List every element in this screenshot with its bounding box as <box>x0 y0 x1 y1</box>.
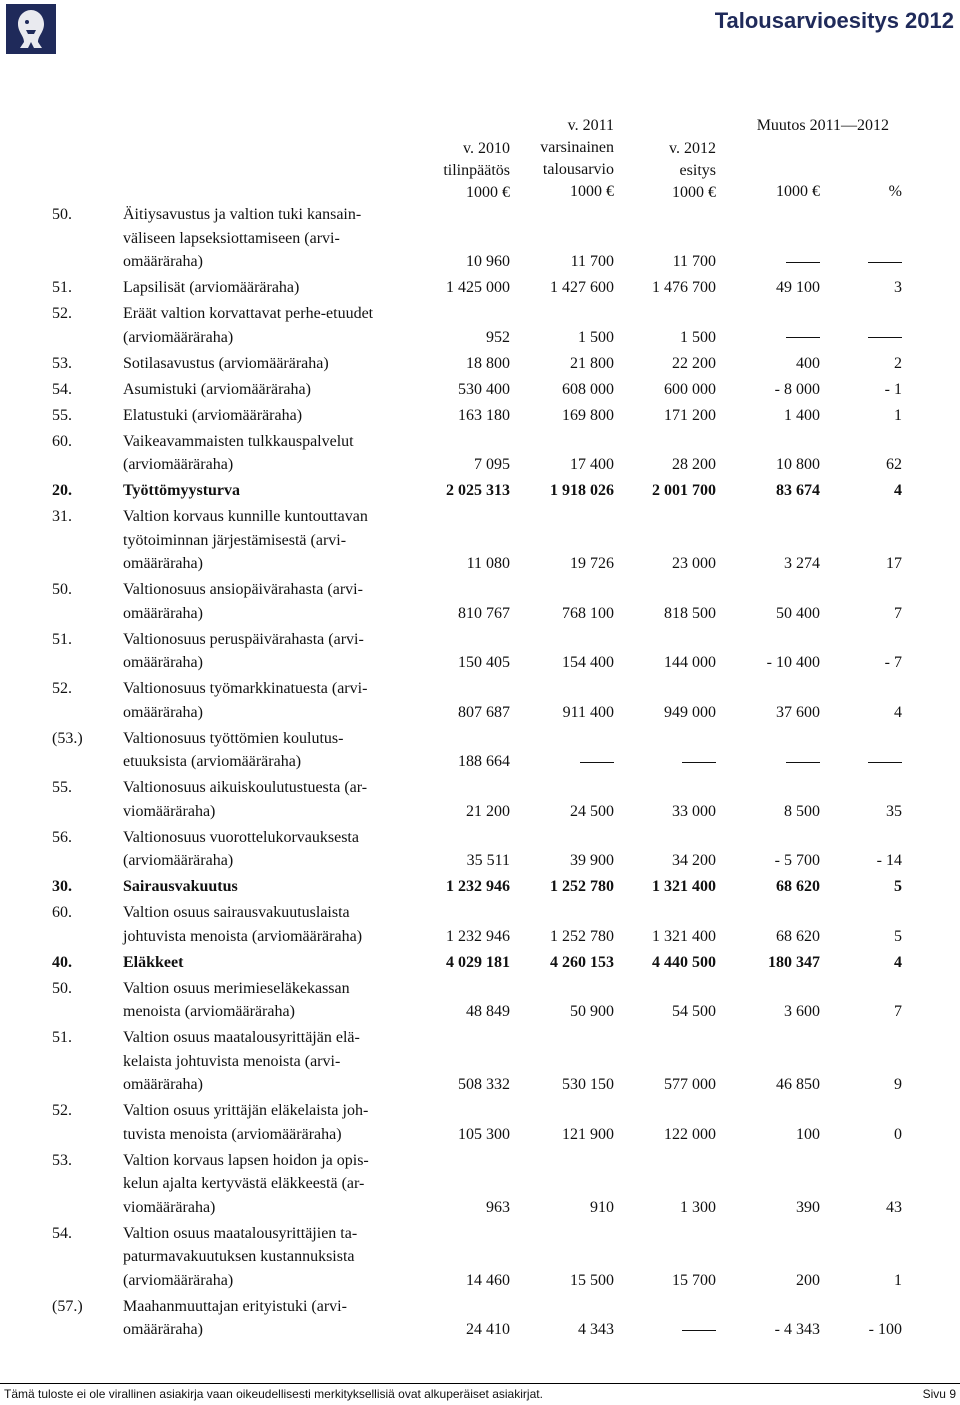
row-value-5: 0 <box>894 1125 902 1143</box>
row-value-4: - 4 343 <box>774 1321 820 1338</box>
row-value-2: 608 000 <box>562 380 614 398</box>
row-value-5: - 14 <box>876 852 902 869</box>
row-value-2: 24 500 <box>570 802 614 820</box>
row-description-line: tuvista menoista (arviomääräraha) <box>123 1125 342 1143</box>
row-value-2: 4 343 <box>578 1321 614 1338</box>
row-description-line: Sotilasavustus (arviomääräraha) <box>123 354 329 372</box>
row-value-5: 43 <box>886 1198 902 1216</box>
row-code: 51. <box>52 630 72 648</box>
row-value-4: 83 674 <box>776 482 820 499</box>
table-row <box>0 404 960 428</box>
row-value-2: 15 500 <box>570 1271 614 1289</box>
row-value-4: - 10 400 <box>766 654 820 671</box>
row-code: 30. <box>52 878 72 895</box>
row-value-2: 17 400 <box>570 456 614 473</box>
row-code: 50. <box>52 206 72 223</box>
table-row <box>0 378 960 402</box>
row-description <box>123 727 423 774</box>
row-description-line: Valtion osuus sairausvakuutuslaista <box>123 904 350 921</box>
row-value-3: 11 700 <box>672 253 716 270</box>
row-value-5: - 7 <box>884 654 902 671</box>
row-code: 51. <box>52 1029 72 1046</box>
col-change-amount-header: 1000 € <box>776 183 820 200</box>
row-value-1: 952 <box>486 328 510 346</box>
row-value-1: 150 405 <box>458 654 510 671</box>
row-value-1: 14 460 <box>466 1271 510 1289</box>
document-title: Talousarvioesitys 2012 <box>714 8 954 33</box>
row-value-2: 1 918 026 <box>550 482 614 499</box>
row-description-line: omääräraha) <box>123 1321 203 1338</box>
row-description-line: Äitiysavustus ja valtion tuki kansain- <box>123 206 362 223</box>
row-value-3: 22 200 <box>672 354 716 372</box>
row-description-line: omääräraha) <box>123 555 203 572</box>
row-value-4: - 5 700 <box>774 852 820 869</box>
row-value-1: 188 664 <box>458 753 510 770</box>
col-change-header: Muutos 2011—2012 <box>756 117 889 134</box>
row-value-2: 21 800 <box>570 354 614 372</box>
row-description <box>123 875 423 899</box>
table-row <box>0 628 960 675</box>
row-value-1: 2 025 313 <box>446 482 510 499</box>
table-row <box>0 578 960 625</box>
row-value-3: 54 500 <box>672 1003 716 1020</box>
row-value-2: 154 400 <box>562 654 614 671</box>
row-value-1: 105 300 <box>458 1125 510 1143</box>
row-value-1: 48 849 <box>466 1003 510 1020</box>
row-value-4: 50 400 <box>776 604 820 622</box>
row-value-1: 24 410 <box>466 1321 510 1338</box>
row-description <box>123 1295 423 1342</box>
row-description-line: Valtionosuus työmarkkinatuesta (arvi- <box>123 680 368 697</box>
row-value-5: 17 <box>886 555 902 572</box>
row-value-3: 4 440 500 <box>652 953 716 971</box>
row-value-1: 21 200 <box>466 802 510 820</box>
row-value-4: 68 620 <box>776 927 820 945</box>
row-description-line: Valtionosuus ansiopäivärahasta (arvi- <box>123 581 363 598</box>
row-value-3: 28 200 <box>672 456 716 473</box>
page-number: Sivu 9 <box>922 1387 956 1401</box>
row-value-1: 11 080 <box>466 555 510 572</box>
row-value-4: - 8 000 <box>774 380 820 398</box>
row-description <box>123 203 423 274</box>
row-description-line: Valtion osuus yrittäjän eläkelaista joh- <box>123 1102 369 1119</box>
row-value-5: 5 <box>894 878 902 895</box>
row-value-4: 49 100 <box>776 279 820 296</box>
row-code: 60. <box>52 904 72 921</box>
row-description-line: omääräraha) <box>123 703 203 721</box>
row-code: 20. <box>52 482 72 499</box>
row-value-1: 810 767 <box>458 604 510 622</box>
row-description-line: omääräraha) <box>123 253 203 270</box>
row-value-2: 1 252 780 <box>550 878 614 895</box>
row-description-line: Valtionosuus peruspäivärahasta (arvi- <box>123 630 364 648</box>
row-value-1: 35 511 <box>466 852 510 869</box>
row-description <box>123 826 423 873</box>
row-value-3: 1 500 <box>680 328 716 346</box>
row-value-5: 3 <box>894 279 902 296</box>
row-value-4: 68 620 <box>776 878 820 895</box>
col-change-percent-header: % <box>888 183 902 200</box>
row-value-1: 963 <box>486 1198 510 1216</box>
row-value-4: 200 <box>796 1271 820 1289</box>
row-description-line: kelaista johtuvista menoista (arvi- <box>123 1052 341 1070</box>
row-code: 54. <box>52 1224 72 1242</box>
row-code: 52. <box>52 305 72 322</box>
row-value-4: 37 600 <box>776 703 820 721</box>
row-description-line: väliseen lapseksiottamiseen (arvi- <box>123 229 340 247</box>
table-row <box>0 977 960 1024</box>
row-description <box>123 977 423 1024</box>
row-value-3: 577 000 <box>664 1076 716 1093</box>
row-value-2: 4 260 153 <box>550 953 614 971</box>
row-description <box>123 352 423 376</box>
row-description <box>123 578 423 625</box>
row-value-5: - 1 <box>884 380 902 398</box>
row-description <box>123 378 423 402</box>
row-description-line: Eläkkeet <box>123 953 184 971</box>
table-row <box>0 302 960 349</box>
row-value-3 <box>682 1318 716 1342</box>
row-description-line: Valtion osuus merimieseläkekassan <box>123 979 350 997</box>
row-value-5: 35 <box>886 802 902 820</box>
row-value-3: 818 500 <box>664 604 716 622</box>
row-description-line: (arviomääräraha) <box>123 456 234 473</box>
row-value-2: 1 500 <box>578 328 614 346</box>
table-row <box>0 727 960 774</box>
row-value-3: 15 700 <box>672 1271 716 1289</box>
row-value-1: 18 800 <box>466 354 510 372</box>
row-value-2: 11 700 <box>570 253 614 270</box>
row-value-5 <box>868 326 902 350</box>
row-description <box>123 628 423 675</box>
row-value-4: 10 800 <box>776 456 820 473</box>
row-description-line: Valtionosuus työttömien koulutus- <box>123 729 344 747</box>
footer-divider <box>0 1383 960 1384</box>
table-row <box>0 479 960 503</box>
row-value-5 <box>868 250 902 274</box>
row-description-line: Valtion korvaus lapsen hoidon ja opis- <box>123 1151 369 1169</box>
row-description-line: Vaikeavammaisten tulkkauspalvelut <box>123 432 354 450</box>
row-value-1: 1 232 946 <box>446 878 510 895</box>
row-description-line: Eräät valtion korvattavat perhe-etuudet <box>123 305 374 322</box>
row-value-5: 4 <box>894 953 902 971</box>
row-code: 50. <box>52 979 72 997</box>
table-row <box>0 505 960 576</box>
dash-mark <box>786 762 820 763</box>
row-description-line: viomääräraha) <box>123 802 216 820</box>
row-value-2: 169 800 <box>562 406 614 424</box>
row-description-line: (arviomääräraha) <box>123 328 234 346</box>
row-code: 53. <box>52 1151 72 1169</box>
row-value-3: 122 000 <box>664 1125 716 1143</box>
row-value-1: 508 332 <box>458 1076 510 1093</box>
row-code: 56. <box>52 828 72 846</box>
row-code: 40. <box>52 953 72 971</box>
row-value-2: 39 900 <box>570 852 614 869</box>
row-code: 31. <box>52 508 72 525</box>
row-code: 52. <box>52 680 72 697</box>
dash-mark <box>580 762 614 763</box>
row-description-line: menoista (arviomääräraha) <box>123 1003 295 1020</box>
row-value-3: 1 300 <box>680 1198 716 1216</box>
row-code: 51. <box>52 279 72 296</box>
row-value-3: 600 000 <box>664 380 716 398</box>
table-row <box>0 1295 960 1342</box>
row-description-line: Maahanmuuttajan erityistuki (arvi- <box>123 1297 347 1315</box>
row-code: 53. <box>52 354 72 372</box>
row-description-line: Valtionosuus vuorottelukorvauksesta <box>123 828 359 846</box>
row-description-line: Valtion osuus maatalousyrittäjien ta- <box>123 1224 358 1242</box>
row-code: 54. <box>52 380 72 398</box>
col-2011-header: v. 2011 varsinainen talousarvio 1000 € <box>540 117 614 200</box>
row-description-line: (arviomääräraha) <box>123 1271 234 1289</box>
row-description <box>123 430 423 477</box>
row-value-3: 23 000 <box>672 555 716 572</box>
row-value-4 <box>786 326 820 350</box>
row-description <box>123 1149 423 1220</box>
row-description-line: Valtionosuus aikuiskoulutustuesta (ar- <box>123 779 368 796</box>
row-description <box>123 1026 423 1097</box>
row-code: 52. <box>52 1102 72 1119</box>
row-description-line: Asumistuki (arviomääräraha) <box>123 380 311 398</box>
table-row <box>0 951 960 975</box>
row-value-3: 144 000 <box>664 654 716 671</box>
row-value-3: 1 476 700 <box>652 279 716 296</box>
row-value-4: 100 <box>796 1125 820 1143</box>
row-value-2 <box>580 750 614 774</box>
row-code: (57.) <box>52 1297 83 1315</box>
table-row <box>0 677 960 724</box>
row-value-5: 62 <box>886 456 902 473</box>
row-value-5: 7 <box>894 604 902 622</box>
row-description-line: etuuksista (arviomääräraha) <box>123 753 302 770</box>
row-value-5: 4 <box>894 482 902 499</box>
row-value-5: 5 <box>894 927 902 945</box>
dash-mark <box>682 762 716 763</box>
row-code: 55. <box>52 779 72 796</box>
row-value-3: 1 321 400 <box>652 878 716 895</box>
dash-mark <box>786 337 820 338</box>
row-value-3: 34 200 <box>672 852 716 869</box>
row-value-3: 171 200 <box>664 406 716 424</box>
row-value-4: 8 500 <box>784 802 820 820</box>
row-description-line: omääräraha) <box>123 654 203 671</box>
row-value-1: 4 029 181 <box>446 953 510 971</box>
row-value-4 <box>786 250 820 274</box>
row-value-4: 180 347 <box>768 953 820 971</box>
table-row <box>0 276 960 300</box>
dash-mark <box>786 262 820 263</box>
row-value-1: 1 232 946 <box>446 927 510 945</box>
row-description <box>123 302 423 349</box>
dash-mark <box>682 1330 716 1331</box>
row-value-2: 530 150 <box>562 1076 614 1093</box>
row-value-4: 46 850 <box>776 1076 820 1093</box>
row-description-line: omääräraha) <box>123 1076 203 1093</box>
table-row <box>0 901 960 948</box>
table-row <box>0 1026 960 1097</box>
row-description-line: Elatustuki (arviomääräraha) <box>123 406 303 424</box>
row-description <box>123 404 423 428</box>
row-value-5 <box>868 750 902 774</box>
col-2012-header: v. 2012 esitys 1000 € <box>669 140 716 201</box>
dash-mark <box>868 262 902 263</box>
row-value-4: 3 600 <box>784 1003 820 1020</box>
row-value-3: 2 001 700 <box>652 482 716 499</box>
row-value-2: 1 252 780 <box>550 927 614 945</box>
row-value-1: 1 425 000 <box>446 279 510 296</box>
row-description-line: paturmavakuutuksen kustannuksista <box>123 1248 355 1265</box>
row-description <box>123 479 423 503</box>
row-description <box>123 505 423 576</box>
row-value-3: 33 000 <box>672 802 716 820</box>
row-description-line: (arviomääräraha) <box>123 852 234 869</box>
row-value-5: 1 <box>894 1271 902 1289</box>
finland-lion-logo <box>6 4 56 54</box>
row-description-line: Valtion osuus maatalousyrittäjän elä- <box>123 1029 360 1046</box>
row-description-line: viomääräraha) <box>123 1198 216 1216</box>
table-row <box>0 1099 960 1146</box>
row-value-4: 390 <box>796 1198 820 1216</box>
row-code: (53.) <box>52 729 83 747</box>
row-value-5: 2 <box>894 354 902 372</box>
row-description <box>123 1222 423 1293</box>
table-row <box>0 875 960 899</box>
table-row <box>0 352 960 376</box>
row-description-line: Työttömyysturva <box>123 482 241 499</box>
row-description <box>123 776 423 823</box>
row-description <box>123 1099 423 1146</box>
table-row <box>0 430 960 477</box>
row-value-1: 7 095 <box>474 456 510 473</box>
row-value-2: 768 100 <box>562 604 614 622</box>
dash-mark <box>868 337 902 338</box>
row-value-1: 530 400 <box>458 380 510 398</box>
row-description-line: kelun ajalta kertyvästä eläkkeestä (ar- <box>123 1175 365 1192</box>
row-value-3: 1 321 400 <box>652 927 716 945</box>
col-2010-header: v. 2010 tilinpäätös 1000 € <box>443 140 510 201</box>
row-value-4: 3 274 <box>784 555 820 572</box>
row-description <box>123 951 423 975</box>
row-value-3: 949 000 <box>664 703 716 721</box>
row-description-line: omääräraha) <box>123 604 203 622</box>
table-row <box>0 1149 960 1220</box>
row-value-5: 4 <box>894 703 902 721</box>
row-value-2: 910 <box>590 1198 614 1216</box>
row-code: 55. <box>52 406 72 424</box>
row-value-2: 50 900 <box>570 1003 614 1020</box>
footer-note: Tämä tuloste ei ole virallinen asiakirja vaan oikeudellisesti merkityksellisiä ovat alkuperäiset asiakirjat. <box>4 1387 543 1401</box>
row-value-5: 1 <box>894 406 902 424</box>
row-value-2: 121 900 <box>562 1125 614 1143</box>
row-description <box>123 901 423 948</box>
row-value-1: 807 687 <box>458 703 510 721</box>
row-description-line: työtoiminnan järjestämisestä (arvi- <box>123 531 347 549</box>
row-description <box>123 677 423 724</box>
table-row <box>0 826 960 873</box>
row-description-line: Lapsilisät (arviomääräraha) <box>123 279 300 296</box>
row-value-1: 163 180 <box>458 406 510 424</box>
row-value-5: 7 <box>894 1003 902 1020</box>
row-description-line: Sairausvakuutus <box>123 878 238 895</box>
row-description-line: Valtion korvaus kunnille kuntouttavan <box>123 508 368 525</box>
table-row <box>0 776 960 823</box>
row-value-5: 9 <box>894 1076 902 1093</box>
row-code: 50. <box>52 581 72 598</box>
row-description-line: johtuvista menoista (arviomääräraha) <box>123 927 363 945</box>
table-row <box>0 203 960 274</box>
row-value-4: 1 400 <box>784 406 820 424</box>
table-row <box>0 1222 960 1293</box>
row-value-4 <box>786 750 820 774</box>
row-value-2: 911 400 <box>562 703 614 721</box>
row-value-4: 400 <box>796 354 820 372</box>
row-value-3 <box>682 750 716 774</box>
dash-mark <box>868 762 902 763</box>
row-code: 60. <box>52 432 72 450</box>
row-description <box>123 276 423 300</box>
row-value-2: 1 427 600 <box>550 279 614 296</box>
row-value-5: - 100 <box>868 1321 902 1338</box>
row-value-1: 10 960 <box>466 253 510 270</box>
row-value-2: 19 726 <box>570 555 614 572</box>
